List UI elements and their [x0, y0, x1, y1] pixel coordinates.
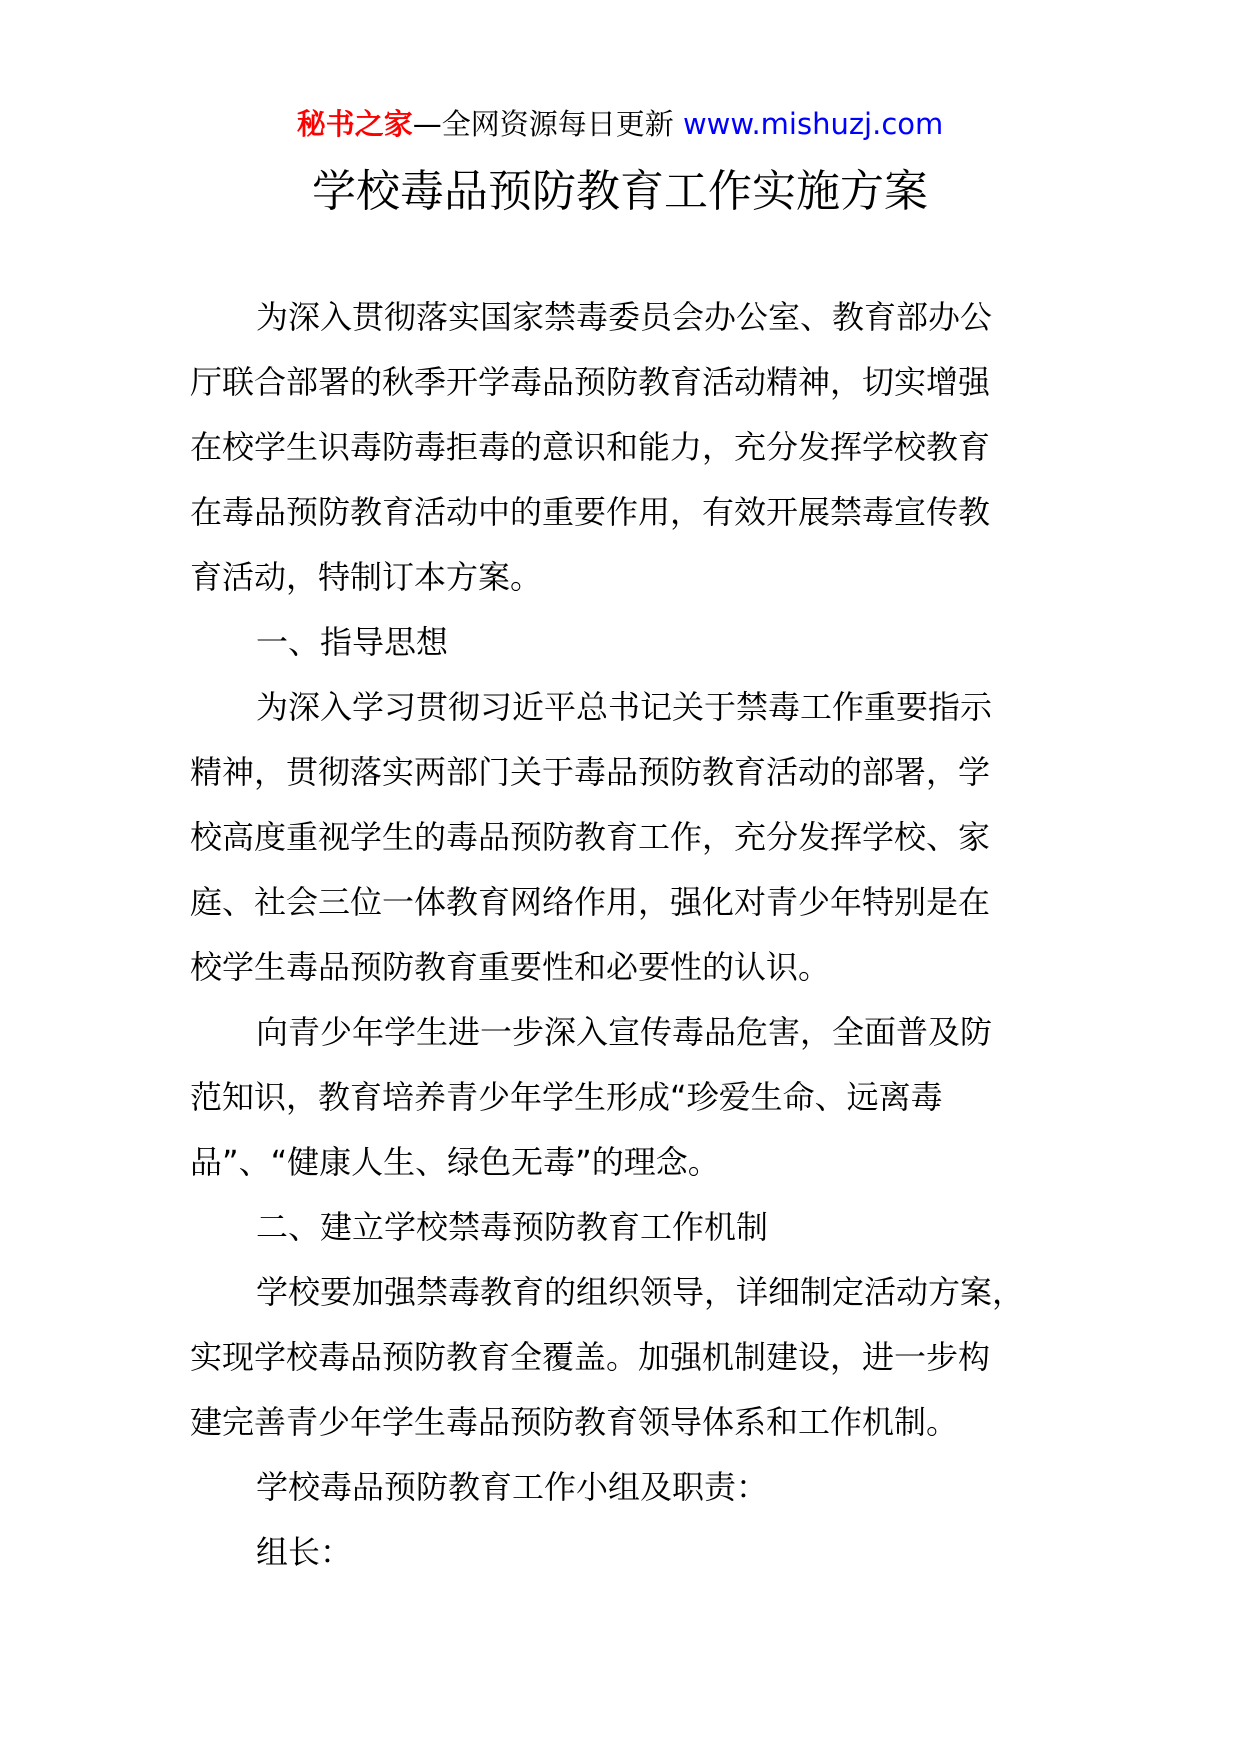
paragraph-line: 精神，贯彻落实两部门关于毒品预防教育活动的部署，学 — [190, 753, 991, 791]
paragraph-line: 建完善青少年学生毒品预防教育领导体系和工作机制。 — [190, 1403, 959, 1441]
site-header — [0, 104, 1240, 144]
paragraph-line: 厅联合部署的秋季开学毒品预防教育活动精神，切实增强 — [190, 363, 991, 401]
paragraph-line: 范知识，教育培养青少年学生形成“珍爱生命、远离毒 — [190, 1078, 943, 1116]
site-name: 秘书之家 — [296, 107, 413, 141]
site-tagline: —全网资源每日更新 — [412, 107, 683, 141]
paragraph-line: 向青少年学生进一步深入宣传毒品危害，全面普及防 — [256, 1013, 993, 1051]
paragraph-line: 在校学生识毒防毒拒毒的意识和能力，充分发挥学校教育 — [190, 428, 991, 466]
paragraph-line: 育活动，特制订本方案。 — [190, 558, 543, 596]
paragraph-line: 品”、“健康人生、绿色无毒”的理念。 — [190, 1143, 720, 1181]
paragraph-line: 庭、社会三位一体教育网络作用，强化对青少年特别是在 — [190, 883, 991, 921]
paragraph-line: 校学生毒品预防教育重要性和必要性的认识。 — [190, 948, 831, 986]
paragraph-line: 为深入贯彻落实国家禁毒委员会办公室、教育部办公 — [256, 298, 993, 336]
paragraph-line: 在毒品预防教育活动中的重要作用，有效开展禁毒宣传教 — [190, 493, 991, 531]
paragraph-line: 为深入学习贯彻习近平总书记关于禁毒工作重要指示 — [256, 688, 993, 726]
paragraph-line: 学校毒品预防教育工作小组及职责： — [256, 1468, 769, 1506]
paragraph-line: 学校要加强禁毒教育的组织领导，详细制定活动方案， — [256, 1273, 1025, 1311]
paragraph-line: 组长： — [256, 1533, 353, 1571]
site-url-link[interactable]: www.mishuzj.com — [682, 107, 944, 141]
paragraph-line: 实现学校毒品预防教育全覆盖。加强机制建设，进一步构 — [190, 1338, 991, 1376]
document-title: 学校毒品预防教育工作实施方案 — [312, 166, 928, 217]
document-body — [190, 285, 1030, 1585]
section-heading: 二、建立学校禁毒预防教育工作机制 — [256, 1208, 769, 1246]
section-heading: 一、指导思想 — [256, 623, 449, 661]
paragraph-line: 校高度重视学生的毒品预防教育工作，充分发挥学校、家 — [190, 818, 991, 856]
